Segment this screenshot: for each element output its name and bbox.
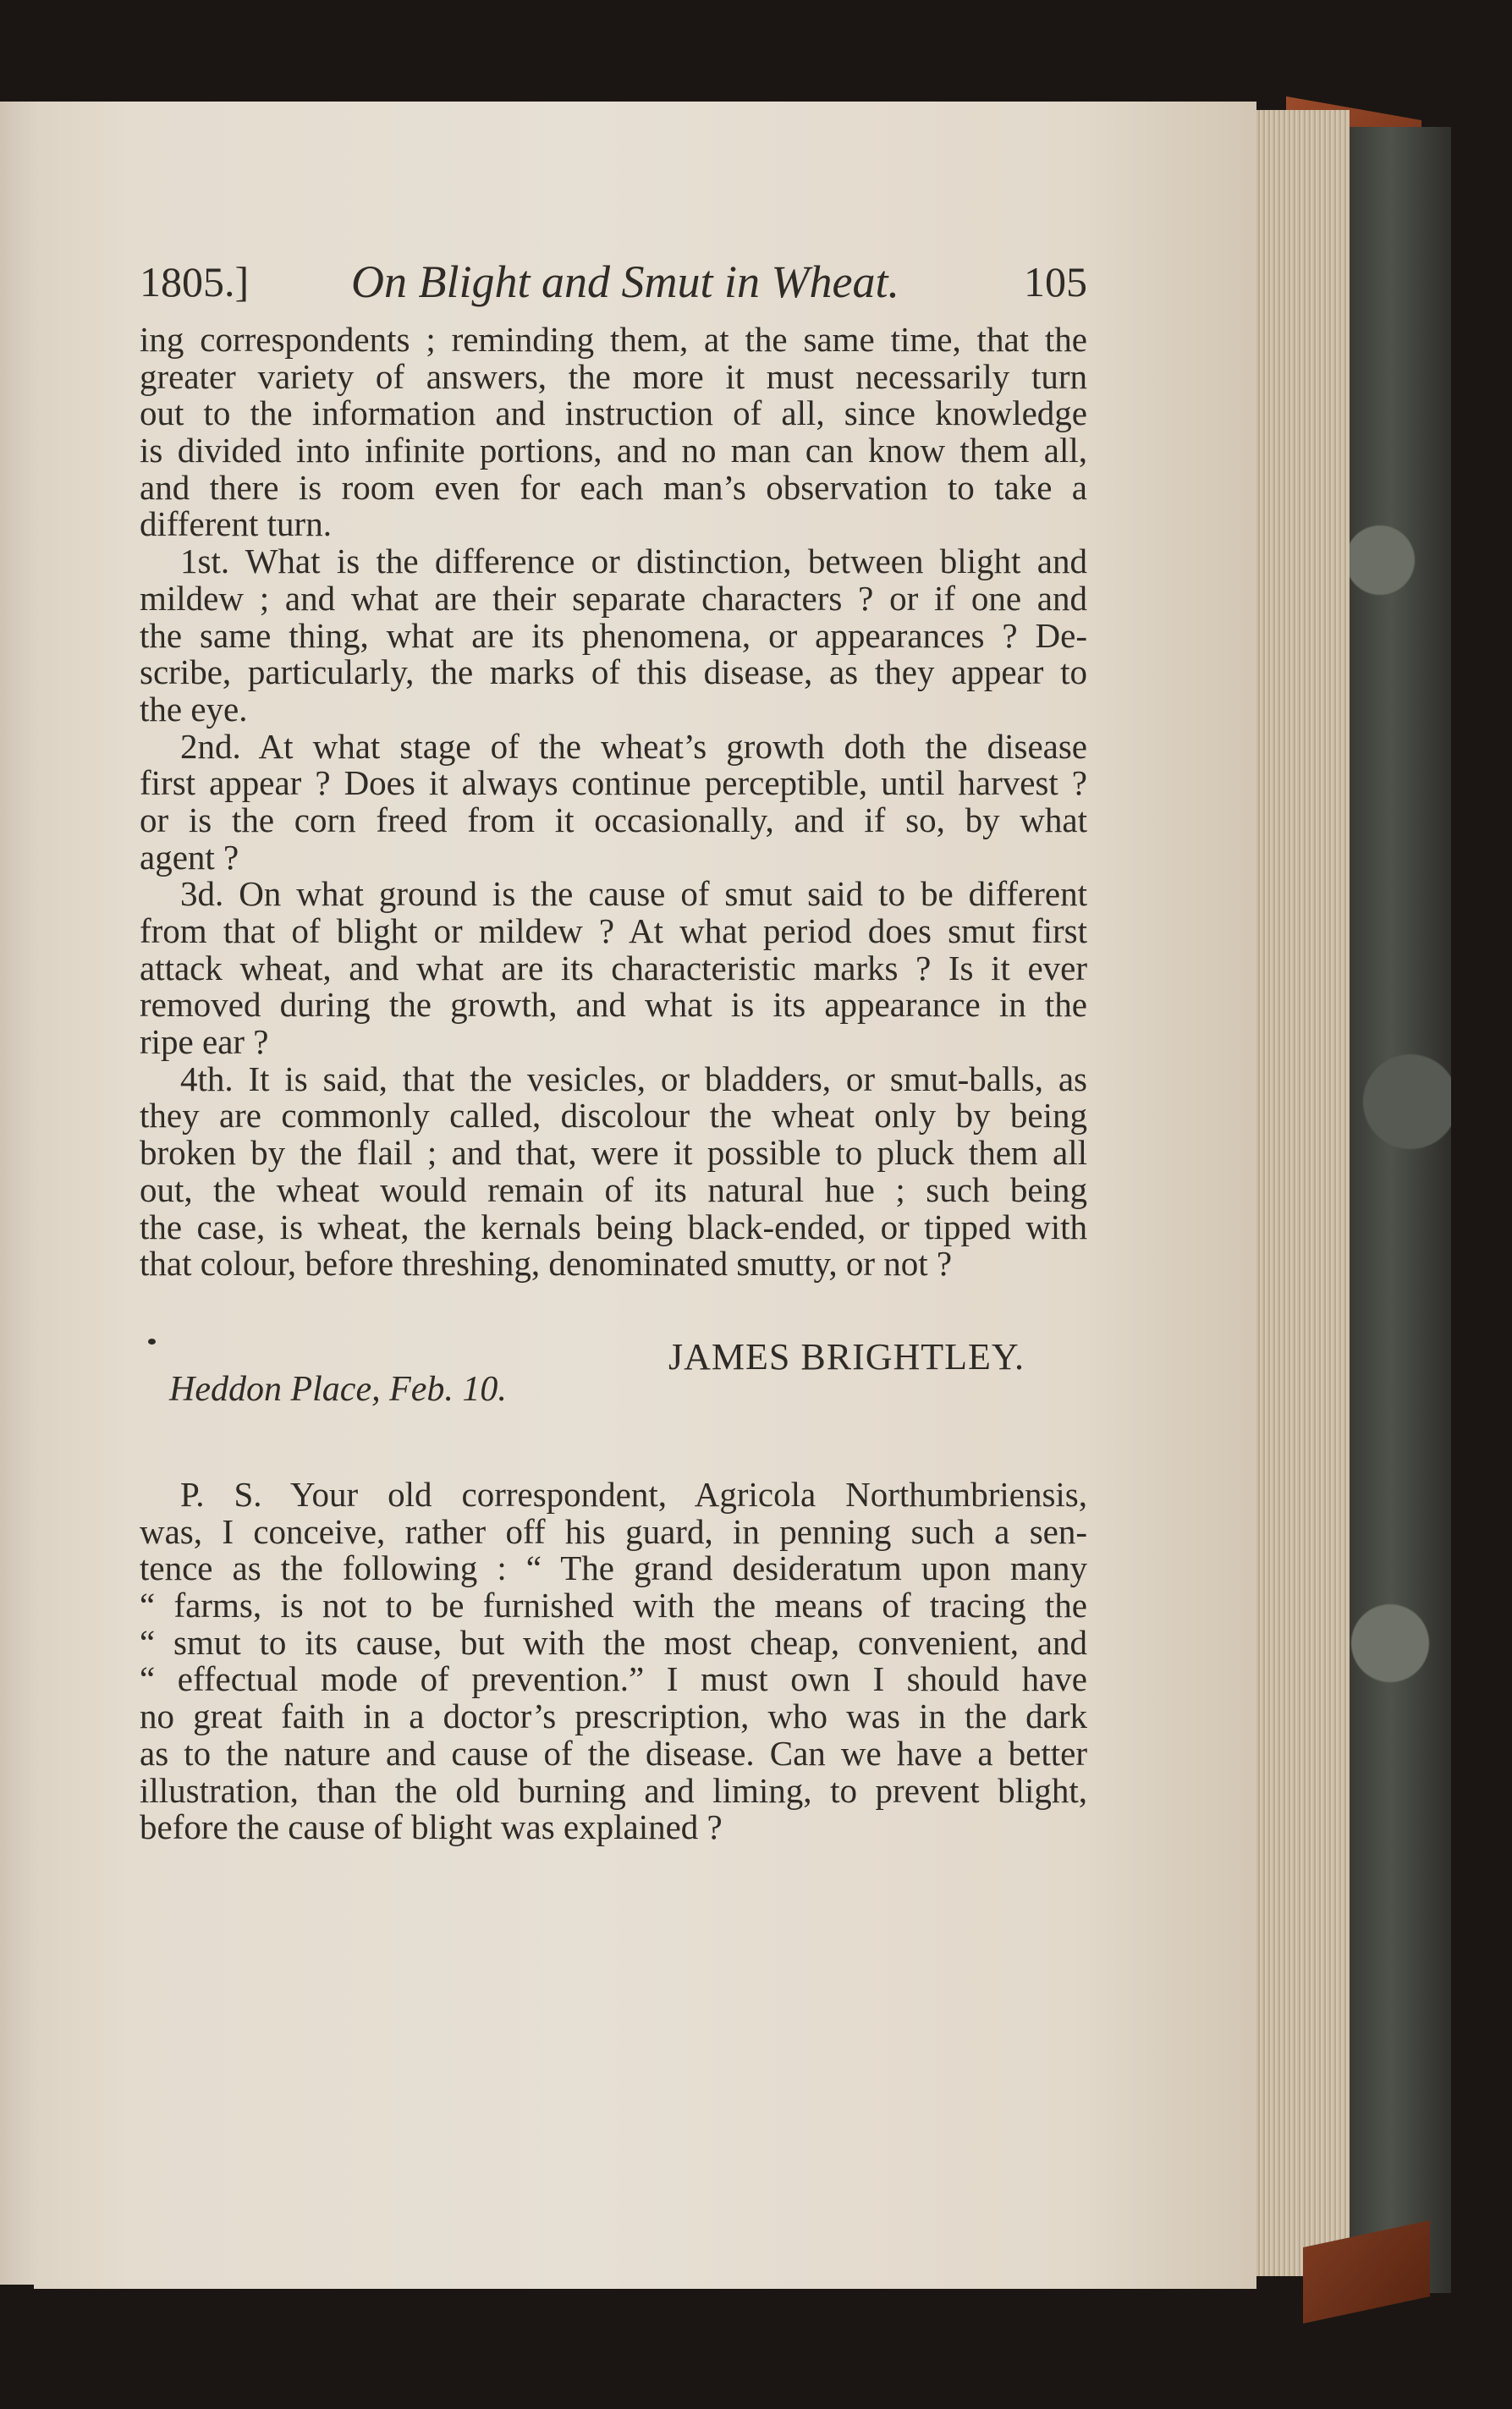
text-line: and there is room even for each man’s observation to take a xyxy=(140,467,1087,507)
text-line: the same thing, what are its phenomena, or appearances ? De- xyxy=(140,615,1087,655)
left-page-edge xyxy=(0,102,34,2285)
postscript-line: was, I conceive, rather off his guard, in penning such a sen- xyxy=(140,1511,1087,1551)
text-line: 1st. What is the difference or distinction, between blight and xyxy=(180,542,1087,581)
text-line: greater variety of answers, the more it must necessarily turn xyxy=(140,356,1087,396)
header-year: 1805.] xyxy=(140,258,250,305)
running-head xyxy=(140,252,1087,311)
marbled-cover xyxy=(1350,127,1451,2293)
text-line: or is the corn freed from it occasionally, and if so, by what xyxy=(140,800,1087,839)
text-line: first appear ? Does it always continue perceptible, until harvest ? xyxy=(140,763,1087,803)
text-line: from that of blight or mildew ? At what period does smut first xyxy=(140,911,1087,950)
text-line: is divided into infinite portions, and no man can know them all, xyxy=(140,431,1087,470)
text-line: 3d. On what ground is the cause of smut said to be different xyxy=(180,874,1087,914)
postscript xyxy=(140,1477,1087,1846)
text-line: 2nd. At what stage of the wheat’s growth doth the disease xyxy=(180,726,1087,766)
postscript-line: P. S. Your old correspondent, Agricola Northumbriensis, xyxy=(180,1475,1087,1514)
ink-mark xyxy=(148,1339,156,1345)
text-line: 4th. It is said, that the vesicles, or bladders, or smut-balls, as xyxy=(180,1059,1087,1098)
text-line: broken by the flail ; and that, were it possible to pluck them all xyxy=(140,1133,1087,1173)
text-line: scribe, particularly, the marks of this disease, as they appear to xyxy=(140,652,1087,692)
header-title: On Blight and Smut in Wheat. xyxy=(351,256,899,307)
text-line: the case, is wheat, the kernals being black-ended, or tipped with xyxy=(140,1207,1087,1246)
text-line: agent ? xyxy=(140,837,239,877)
postscript-line: no great faith in a doctor’s prescription, who was in the dark xyxy=(140,1697,1087,1736)
signature: JAMES BRIGHTLEY. xyxy=(668,1336,1025,1378)
text-line: attack wheat, and what are its characteristic marks ? Is it ever xyxy=(140,948,1087,987)
text-line: different turn. xyxy=(140,504,332,544)
page-fore-edge xyxy=(1256,110,1350,2276)
postscript-line: “ smut to its cause, but with the most cheap, convenient, and xyxy=(140,1622,1087,1662)
text-line: removed during the growth, and what is its appearance in the xyxy=(140,985,1087,1025)
text-line: they are commonly called, discolour the wheat only by being xyxy=(140,1096,1087,1136)
postscript-line: before the cause of blight was explained ? xyxy=(140,1807,723,1847)
text-line: that colour, before threshing, denominated smutty, or not ? xyxy=(140,1244,953,1284)
text-line: out, the wheat would remain of its natural hue ; such being xyxy=(140,1169,1087,1209)
text-line: ing correspondents ; reminding them, at the same time, that the xyxy=(140,320,1087,359)
text-line: ripe ear ? xyxy=(140,1022,269,1062)
postscript-line: “ farms, is not to be furnished with the means of tracing the xyxy=(140,1586,1087,1625)
postscript-line: tence as the following : “ The grand desideratum upon many xyxy=(140,1548,1087,1588)
text-line: out to the information and instruction of all, since knowledge xyxy=(140,393,1087,433)
body-text xyxy=(140,322,1087,1283)
text-line: mildew ; and what are their separate characters ? or if one and xyxy=(140,578,1087,618)
postscript-line: “ effectual mode of prevention.” I must own I should have xyxy=(140,1659,1087,1699)
postscript-line: illustration, than the old burning and liming, to prevent blight, xyxy=(140,1770,1087,1810)
postscript-line: as to the nature and cause of the disease. Can we have a better xyxy=(140,1733,1087,1773)
place-date: Heddon Place, Feb. 10. xyxy=(169,1370,507,1409)
text-line: the eye. xyxy=(140,689,248,729)
page-number: 105 xyxy=(1024,258,1087,305)
